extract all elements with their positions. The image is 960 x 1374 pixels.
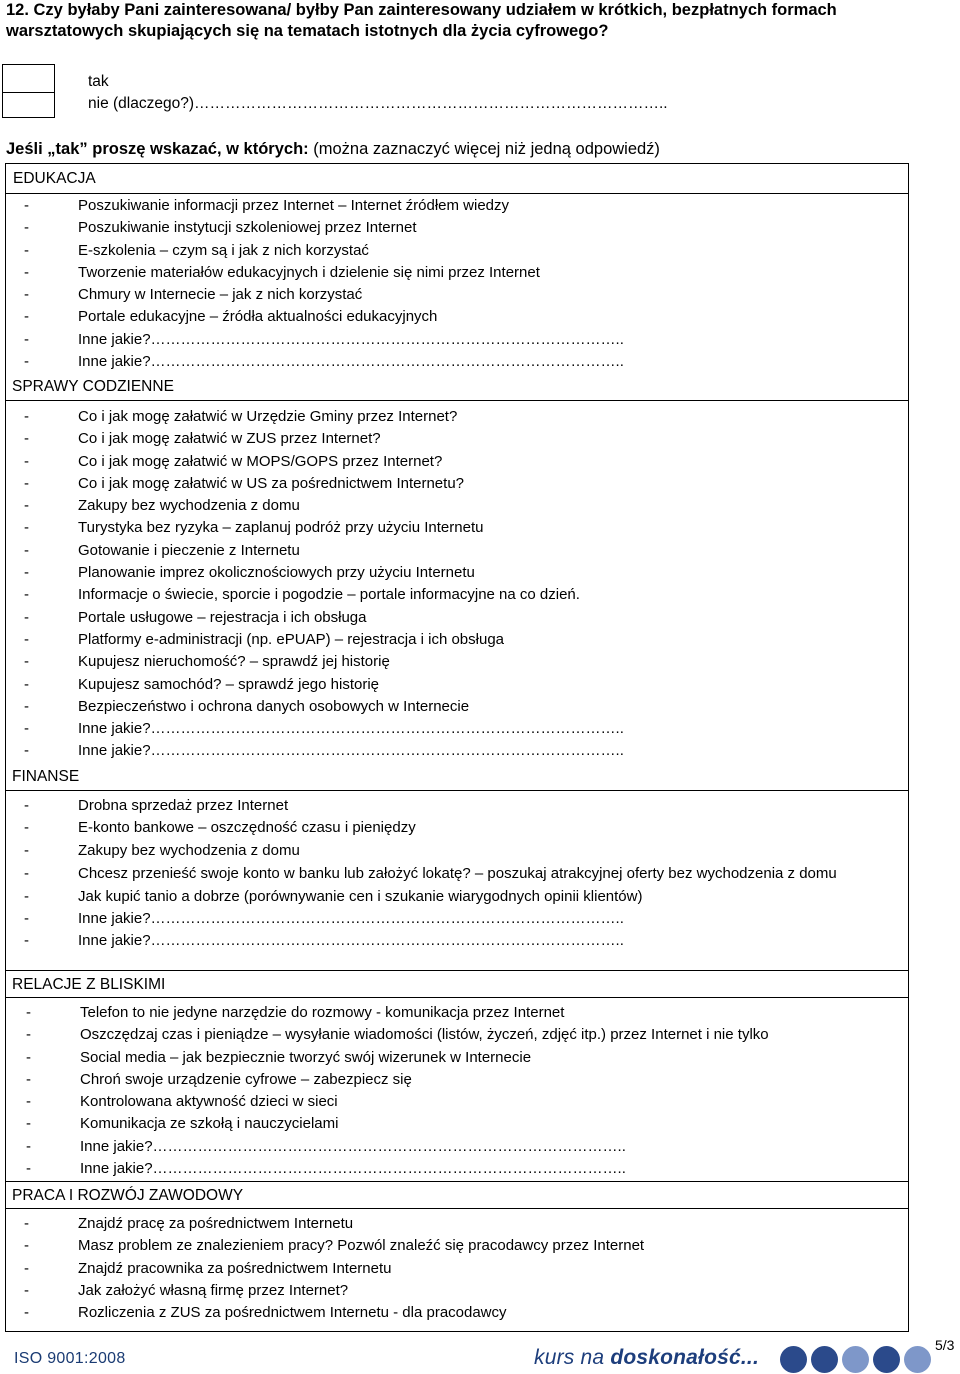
list-item[interactable]: - Inne jakie?………………………………………………………………………………….. [24, 742, 624, 760]
lead-middle: ” proszę wskazać, w których: [79, 140, 309, 158]
list-item[interactable]: - Inne jakie?………………………………………………………………………………….. [24, 910, 624, 928]
list-item[interactable]: - Telefon to nie jedyne narzędzie do rozmowy - komunikacja przez Internet [26, 1004, 565, 1021]
list-item[interactable]: - Masz problem ze znalezieniem pracy? Pozwól znaleźć się pracodawcy przez Internet [24, 1237, 645, 1255]
iso-certification: ISO 9001:2008 [14, 1350, 126, 1367]
list-item[interactable]: - Znajdź pracę za pośrednictwem Internetu [24, 1215, 354, 1232]
checkbox-tak[interactable] [2, 64, 55, 93]
option-nie-label: nie (dlaczego?)……………………………………………………………………………….. [88, 95, 668, 112]
logo-dot [780, 1346, 807, 1373]
list-item[interactable]: - Chcesz przenieść swoje konto w banku lub założyć lokatę? – poszukaj atrakcyjnej oferty bez wychodzenia z domu [24, 864, 837, 882]
list-item[interactable]: - Co i jak mogę załatwić w Urzędzie Gminy przez Internet? [24, 408, 458, 425]
section-heading-text: EDUKACJA [13, 170, 96, 187]
logo-main: doskonałość... [610, 1346, 759, 1369]
list-item[interactable]: - Portale edukacyjne – źródła aktualności edukacyjnych [24, 308, 438, 326]
section-finanse-list [5, 795, 909, 953]
list-item[interactable]: - Planowanie imprez okolicznościowych przy użyciu Internetu [24, 564, 475, 582]
list-item[interactable]: - Co i jak mogę załatwić w US za pośrednictwem Internetu? [24, 474, 465, 492]
list-item[interactable]: - Co i jak mogę załatwić w MOPS/GOPS przez Internet? [24, 452, 443, 470]
section-edukacja-list [5, 195, 909, 373]
section-sprawy-list [5, 406, 909, 763]
divider-relacje [5, 997, 909, 998]
divider-finanse [5, 790, 909, 791]
list-item[interactable]: - Zakupy bez wychodzenia z domu [24, 497, 300, 515]
frame-bottom [5, 1331, 909, 1332]
list-item[interactable]: - Kupujesz samochód? – sprawdź jego historię [24, 675, 380, 693]
list-item[interactable]: - Inne jakie?………………………………………………………………………………….. [24, 932, 624, 950]
logo-dot [811, 1346, 838, 1373]
list-item[interactable]: - Komunikacja ze szkołą i nauczycielami [26, 1115, 339, 1133]
list-item[interactable]: - Oszczędzaj czas i pieniądze – wysyłanie wiadomości (listów, życzeń, zdjęć itp.) przez Internet i nie tylko [26, 1026, 769, 1044]
frame-left [5, 194, 6, 1332]
section-relacje-list [5, 1002, 909, 1180]
list-item[interactable]: - Bezpieczeństwo i ochrona danych osobowych w Internecie [24, 697, 470, 715]
frame-right [908, 194, 909, 1332]
divider-relacje-top [5, 970, 909, 971]
list-item[interactable]: - Inne jakie?………………………………………………………………………………….. [26, 1137, 626, 1155]
divider-praca-top [5, 1181, 909, 1182]
list-item[interactable]: - Inne jakie?………………………………………………………………………………….. [26, 1160, 626, 1178]
kurs-logo [534, 1346, 759, 1370]
section-edukacja-heading [5, 163, 909, 194]
lead-instruction [6, 138, 660, 160]
logo-prefix: kurs na [534, 1346, 611, 1369]
list-item[interactable]: - E-szkolenia – czym są i jak z nich korzystać [24, 241, 369, 259]
list-item[interactable]: - E-konto bankowe – oszczędność czasu i pieniędzy [24, 819, 416, 837]
logo-dot [904, 1346, 931, 1373]
section-relacje-heading: RELACJE Z BLISKIMI [12, 976, 166, 993]
list-item[interactable]: - Tworzenie materiałów edukacyjnych i dzielenie się nimi przez Internet [24, 263, 540, 281]
list-item[interactable]: - Portale usługowe – rejestracja i ich obsługa [24, 608, 367, 626]
list-item[interactable]: - Inne jakie?………………………………………………………………………………….. [24, 330, 624, 348]
list-item[interactable]: - Rozliczenia z ZUS za pośrednictwem Internetu - dla pracodawcy [24, 1304, 507, 1322]
list-item[interactable]: - Informacje o świecie, sporcie i pogodzie – portale informacyjne na co dzień. [24, 586, 580, 604]
list-item[interactable]: - Drobna sprzedaż przez Internet [24, 797, 289, 814]
lead-note: (można zaznaczyć więcej niż jedną odpowiedź) [308, 140, 660, 158]
option-tak-label: tak [88, 73, 109, 90]
list-item[interactable]: - Jak kupić tanio a dobrze (porównywanie cen i szukanie wiarygodnych opinii klientów) [24, 887, 643, 905]
list-item[interactable]: - Chmury w Internecie – jak z nich korzystać [24, 286, 363, 304]
list-item[interactable]: - Zakupy bez wychodzenia z domu [24, 841, 300, 859]
list-item[interactable]: - Znajdź pracownika za pośrednictwem Internetu [24, 1259, 392, 1277]
section-praca-heading: PRACA I ROZWÓJ ZAWODOWY [12, 1187, 244, 1204]
list-item[interactable]: - Inne jakie?………………………………………………………………………………….. [24, 353, 624, 371]
list-item[interactable]: - Social media – jak bezpiecznie tworzyć swój wizerunek w Internecie [26, 1048, 532, 1066]
list-item[interactable]: - Poszukiwanie informacji przez Internet – Internet źródłem wiedzy [24, 197, 510, 214]
section-sprawy-heading: SPRAWY CODZIENNE [12, 378, 174, 395]
list-item[interactable]: - Chroń swoje urządzenie cyfrowe – zabezpiecz się [26, 1070, 412, 1088]
question-title: 12. Czy byłaby Pani zainteresowana/ byłby Pan zainteresowany udziałem w krótkich, bezpłatnych formach warsztatowych skupiających się na tematach istotnych dla życia cyfrowego? [6, 1, 837, 40]
lead-tak: tak [55, 140, 80, 158]
list-item[interactable]: - Kontrolowana aktywność dzieci w sieci [26, 1093, 338, 1111]
list-item[interactable]: - Kupujesz nieruchomość? – sprawdź jej historię [24, 653, 390, 671]
section-praca-list [5, 1213, 909, 1324]
list-item[interactable]: - Jak założyć własną firmę przez Internet? [24, 1281, 349, 1299]
section-finanse-heading: FINANSE [12, 768, 80, 785]
list-item[interactable]: - Co i jak mogę załatwić w ZUS przez Internet? [24, 430, 381, 448]
page-number: 5/3 [935, 1337, 955, 1353]
divider-praca [5, 1208, 909, 1209]
list-item[interactable]: - Platformy e-administracji (np. ePUAP) – rejestracja i ich obsługa [24, 630, 504, 648]
list-item[interactable]: - Turystyka bez ryzyka – zaplanuj podróż przy użyciu Internetu [24, 519, 484, 537]
logo-dot [842, 1346, 869, 1373]
list-item[interactable]: - Inne jakie?………………………………………………………………………………….. [24, 720, 624, 738]
list-item[interactable]: - Poszukiwanie instytucji szkoleniowej przez Internet [24, 219, 417, 237]
divider-sprawy [5, 400, 909, 401]
checkbox-nie[interactable] [2, 92, 55, 118]
logo-dot [873, 1346, 900, 1373]
list-item[interactable]: - Gotowanie i pieczenie z Internetu [24, 541, 300, 559]
lead-prefix: Jeśli „ [6, 140, 56, 158]
